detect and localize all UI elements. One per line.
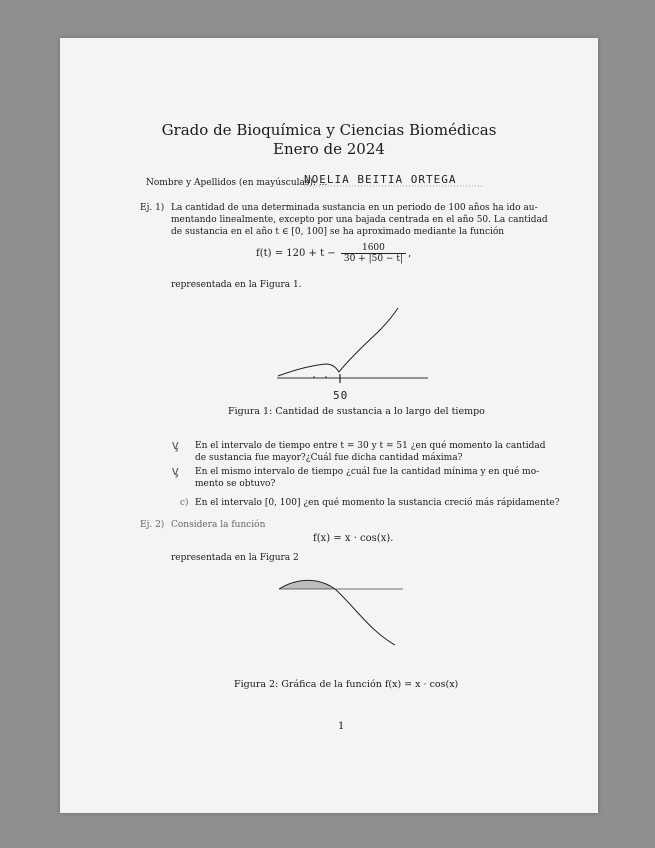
- exam-page: [60, 38, 598, 813]
- figure-1-handwritten-50: 50: [333, 389, 349, 402]
- ej1-item-b-line1: En el mismo intervalo de tiempo ¿cuál fue la cantidad mínima y en qué mo-: [195, 467, 540, 477]
- figure-1-mark-30: [313, 376, 315, 378]
- figure-1-curve: [278, 308, 398, 376]
- ej1-text-line1: La cantidad de una determinada sustancia en un periodo de 100 años ha ido au-: [171, 203, 538, 213]
- name-dotted-line: [304, 185, 484, 187]
- ej1-item-c-line1: En el intervalo [0, 100] ¿en qué momento la sustancia creció más rápidamente?: [195, 498, 560, 508]
- ej1-formula: [256, 243, 411, 264]
- figure-2-curve: [279, 580, 395, 645]
- exam-date: Enero de 2024: [273, 140, 385, 158]
- figure-2-caption: Figura 2: Gráfica de la función f(x) = x · cos(x): [234, 679, 459, 690]
- figure-1-mark-40: [325, 376, 327, 378]
- ej1-item-c-label: c): [180, 498, 189, 508]
- exam-title: Grado de Bioquímica y Ciencias Biomédicas: [161, 121, 497, 139]
- ej1-formula-denominator: 30 + |50 − t|: [343, 254, 403, 264]
- ej1-text-line3: de sustancia en el año t ∈ [0, 100] se ha aproximado mediante la función: [171, 227, 505, 237]
- ej2-number: Ej. 2): [140, 520, 165, 530]
- figure-1-graph: [270, 300, 430, 390]
- ej1-formula-left: f(t) = 120 + t −: [256, 248, 336, 259]
- ej1-item-a-line2: de sustancia fue mayor?¿Cuál fue dicha cantidad máxima?: [195, 453, 463, 463]
- ej1-formula-numerator: 1600: [341, 243, 406, 254]
- ej1-after-formula: representada en la Figura 1.: [171, 280, 302, 290]
- ej1-formula-end: ,: [407, 248, 412, 259]
- check-mark-icon: ᶌ: [172, 438, 179, 453]
- check-mark-icon: ᶌ: [172, 464, 179, 479]
- ej1-formula-fraction: [341, 243, 406, 264]
- figure-2-graph: [275, 573, 405, 653]
- ej2-formula: f(x) = x · cos(x).: [313, 533, 394, 544]
- ej1-item-b-line2: mento se obtuvo?: [195, 479, 276, 489]
- student-name-handwritten: NOELIA BEITIA ORTEGA: [304, 173, 457, 186]
- ej2-after-formula: representada en la Figura 2: [171, 553, 299, 563]
- figure-1-caption: Figura 1: Cantidad de sustancia a lo largo del tiempo: [228, 406, 485, 417]
- name-label: Nombre y Apellidos (en mayúsculas): ...: [146, 178, 328, 188]
- page-number: 1: [338, 721, 345, 732]
- ej1-number: Ej. 1): [140, 203, 165, 213]
- ej1-item-a-line1: En el intervalo de tiempo entre t = 30 y t = 51 ¿en qué momento la cantidad: [195, 441, 546, 451]
- ej2-intro: Considera la función: [171, 520, 266, 530]
- ej1-text-line2: mentando linealmente, excepto por una bajada centrada en el año 50. La cantidad: [171, 215, 548, 225]
